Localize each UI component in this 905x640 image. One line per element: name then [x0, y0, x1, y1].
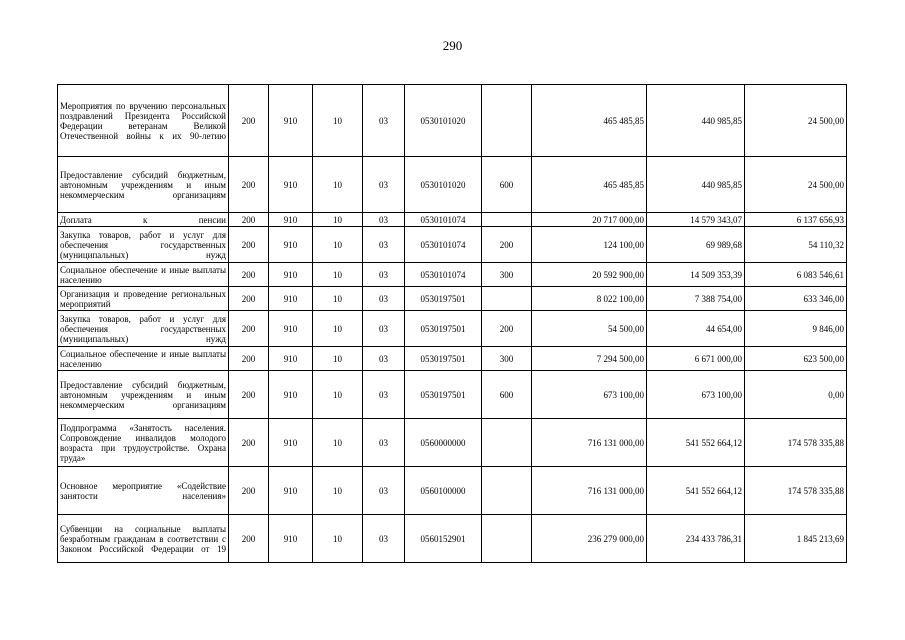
- amount-cell: 633 346,00: [745, 287, 847, 311]
- amount-cell: 0,00: [745, 371, 847, 419]
- amount-cell: 20 717 000,00: [532, 213, 647, 227]
- amount-cell: 6 083 546,61: [745, 263, 847, 287]
- table-row: [58, 467, 847, 515]
- code-cell: 10: [313, 287, 363, 311]
- code-cell: 10: [313, 515, 363, 563]
- code-cell: 200: [229, 311, 269, 347]
- code-cell: [482, 85, 532, 157]
- code-cell: 0560100000: [405, 467, 482, 515]
- code-cell: 200: [482, 227, 532, 263]
- amount-cell: 14 579 343,07: [647, 213, 745, 227]
- code-cell: 03: [363, 85, 405, 157]
- code-cell: 10: [313, 157, 363, 213]
- code-cell: 910: [269, 311, 313, 347]
- amount-cell: 716 131 000,00: [532, 467, 647, 515]
- amount-cell: 623 500,00: [745, 347, 847, 371]
- amount-cell: 236 279 000,00: [532, 515, 647, 563]
- expense-name-cell: Доплата к пенсии: [58, 213, 229, 227]
- table-row: [58, 85, 847, 157]
- amount-cell: 54 110,32: [745, 227, 847, 263]
- amount-cell: 7 294 500,00: [532, 347, 647, 371]
- code-cell: 600: [482, 157, 532, 213]
- code-cell: 03: [363, 467, 405, 515]
- code-cell: 0530197501: [405, 287, 482, 311]
- table-row: [58, 515, 847, 563]
- code-cell: 10: [313, 227, 363, 263]
- code-cell: 10: [313, 213, 363, 227]
- expense-name-cell: Закупка товаров, работ и услуг для обеспечения государственных (муниципальных) нужд: [58, 227, 229, 263]
- amount-cell: 6 671 000,00: [647, 347, 745, 371]
- amount-cell: 20 592 900,00: [532, 263, 647, 287]
- code-cell: 200: [229, 515, 269, 563]
- table-row: [58, 287, 847, 311]
- amount-cell: 24 500,00: [745, 157, 847, 213]
- code-cell: 200: [229, 347, 269, 371]
- amount-cell: 54 500,00: [532, 311, 647, 347]
- code-cell: 0530197501: [405, 311, 482, 347]
- code-cell: 10: [313, 263, 363, 287]
- code-cell: 10: [313, 419, 363, 467]
- code-cell: 910: [269, 263, 313, 287]
- code-cell: 200: [229, 419, 269, 467]
- code-cell: 0530101074: [405, 213, 482, 227]
- table-row: [58, 347, 847, 371]
- code-cell: 200: [229, 85, 269, 157]
- table-row: [58, 311, 847, 347]
- code-cell: 10: [313, 467, 363, 515]
- amount-cell: 24 500,00: [745, 85, 847, 157]
- code-cell: 910: [269, 287, 313, 311]
- code-cell: 200: [229, 227, 269, 263]
- code-cell: 200: [229, 287, 269, 311]
- amount-cell: 440 985,85: [647, 157, 745, 213]
- code-cell: 0530197501: [405, 371, 482, 419]
- expense-name-cell: Предоставление субсидий бюджетным, автономным учреждениям и иным некоммерческим организациям: [58, 371, 229, 419]
- code-cell: 910: [269, 157, 313, 213]
- code-cell: 0530101074: [405, 227, 482, 263]
- code-cell: 03: [363, 213, 405, 227]
- code-cell: 200: [229, 371, 269, 419]
- code-cell: 910: [269, 467, 313, 515]
- code-cell: 03: [363, 371, 405, 419]
- code-cell: [482, 515, 532, 563]
- expense-name-cell: Субвенции на социальные выплаты безработным гражданам в соответствии с Законом Российской Федерации от 19: [58, 515, 229, 563]
- amount-cell: 716 131 000,00: [532, 419, 647, 467]
- amount-cell: 6 137 656,93: [745, 213, 847, 227]
- code-cell: 910: [269, 515, 313, 563]
- code-cell: 03: [363, 157, 405, 213]
- code-cell: 200: [482, 311, 532, 347]
- amount-cell: 124 100,00: [532, 227, 647, 263]
- code-cell: [482, 467, 532, 515]
- code-cell: 0560000000: [405, 419, 482, 467]
- code-cell: 300: [482, 347, 532, 371]
- table-body: [58, 85, 847, 563]
- table-row: [58, 371, 847, 419]
- page-number: 290: [442, 38, 463, 53]
- code-cell: 10: [313, 347, 363, 371]
- code-cell: 0560152901: [405, 515, 482, 563]
- amount-cell: 69 989,68: [647, 227, 745, 263]
- expense-name-cell: Организация и проведение региональных мероприятий: [58, 287, 229, 311]
- amount-cell: 174 578 335,88: [745, 419, 847, 467]
- code-cell: 300: [482, 263, 532, 287]
- amount-cell: 541 552 664,12: [647, 467, 745, 515]
- code-cell: 10: [313, 311, 363, 347]
- amount-cell: 9 846,00: [745, 311, 847, 347]
- code-cell: 03: [363, 227, 405, 263]
- code-cell: 10: [313, 85, 363, 157]
- budget-table: [57, 84, 847, 563]
- table-row: [58, 213, 847, 227]
- table-row: [58, 263, 847, 287]
- table-row: [58, 227, 847, 263]
- amount-cell: 673 100,00: [647, 371, 745, 419]
- amount-cell: 14 509 353,39: [647, 263, 745, 287]
- expense-name-cell: Основное мероприятие «Содействие занятости населения»: [58, 467, 229, 515]
- code-cell: 03: [363, 347, 405, 371]
- code-cell: 03: [363, 287, 405, 311]
- code-cell: 910: [269, 347, 313, 371]
- code-cell: 910: [269, 227, 313, 263]
- code-cell: 200: [229, 213, 269, 227]
- code-cell: [482, 213, 532, 227]
- code-cell: 0530101020: [405, 85, 482, 157]
- code-cell: 600: [482, 371, 532, 419]
- expense-name-cell: Закупка товаров, работ и услуг для обеспечения государственных (муниципальных) нужд: [58, 311, 229, 347]
- amount-cell: 440 985,85: [647, 85, 745, 157]
- code-cell: 910: [269, 213, 313, 227]
- expense-name-cell: Социальное обеспечение и иные выплаты населению: [58, 263, 229, 287]
- expense-name-cell: Подпрограмма «Занятость населения. Сопровождение инвалидов молодого возраста при трудоустройстве. Охрана труда»: [58, 419, 229, 467]
- code-cell: 03: [363, 311, 405, 347]
- amount-cell: 174 578 335,88: [745, 467, 847, 515]
- amount-cell: 8 022 100,00: [532, 287, 647, 311]
- code-cell: 910: [269, 371, 313, 419]
- amount-cell: 541 552 664,12: [647, 419, 745, 467]
- code-cell: 910: [269, 85, 313, 157]
- code-cell: [482, 419, 532, 467]
- code-cell: 0530101020: [405, 157, 482, 213]
- code-cell: 03: [363, 263, 405, 287]
- code-cell: 200: [229, 263, 269, 287]
- code-cell: 0530197501: [405, 347, 482, 371]
- code-cell: 03: [363, 419, 405, 467]
- table-row: [58, 419, 847, 467]
- expense-name-cell: Мероприятия по вручению персональных поздравлений Президента Российской Федерации ветеранам Великой Отечественной войны к их 90-летию: [58, 85, 229, 157]
- amount-cell: 7 388 754,00: [647, 287, 745, 311]
- amount-cell: 234 433 786,31: [647, 515, 745, 563]
- amount-cell: 44 654,00: [647, 311, 745, 347]
- table-row: [58, 157, 847, 213]
- expense-name-cell: Предоставление субсидий бюджетным, автономным учреждениям и иным некоммерческим организациям: [58, 157, 229, 213]
- code-cell: 03: [363, 515, 405, 563]
- code-cell: 200: [229, 157, 269, 213]
- amount-cell: 673 100,00: [532, 371, 647, 419]
- code-cell: 910: [269, 419, 313, 467]
- expense-name-cell: Социальное обеспечение и иные выплаты населению: [58, 347, 229, 371]
- code-cell: 0530101074: [405, 263, 482, 287]
- code-cell: 10: [313, 371, 363, 419]
- amount-cell: 465 485,85: [532, 85, 647, 157]
- amount-cell: 1 845 213,69: [745, 515, 847, 563]
- code-cell: 200: [229, 467, 269, 515]
- code-cell: [482, 287, 532, 311]
- amount-cell: 465 485,85: [532, 157, 647, 213]
